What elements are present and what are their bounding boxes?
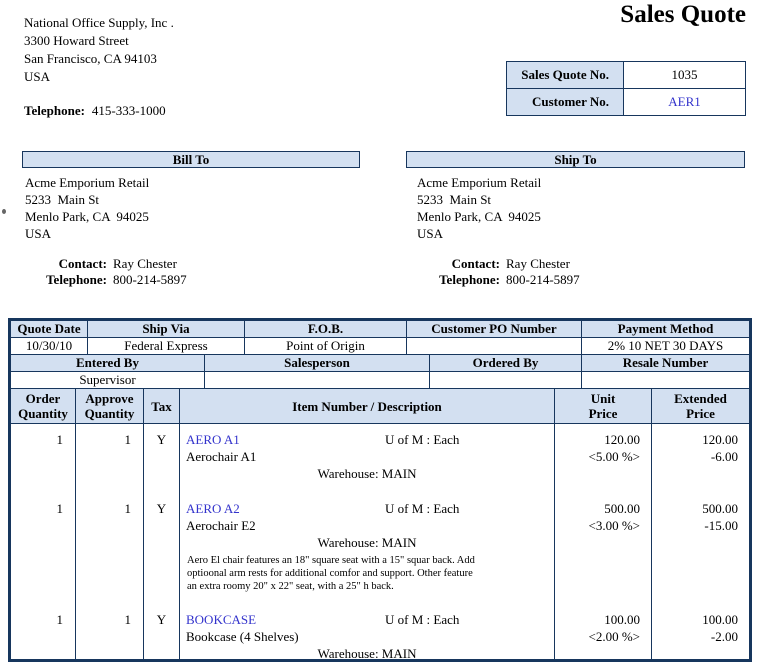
ship-to-country: USA	[417, 226, 444, 241]
item-uom: U of M : Each	[385, 432, 460, 447]
company-phone-line	[24, 102, 174, 120]
ship-to-name: Acme Emporium Retail	[417, 175, 542, 190]
item-approve-qty: 1	[76, 604, 144, 659]
item-long-description: Aero El chair features an 18" square seat with a 15" squar back. Add optioonal arm rests for additional comfor and support. Other feature an extra roomy 20" x 22" seat, with a 25" h back.	[187, 555, 475, 592]
quote-details-table	[8, 318, 752, 662]
item-approve-qty: 1	[76, 424, 144, 493]
item-unit-price: 120.00	[604, 432, 640, 447]
company-phone-value: 415-333-1000	[91, 103, 166, 118]
company-phone-label: Telephone:	[24, 103, 85, 118]
approve-qty-header-line2: Quantity	[84, 406, 135, 421]
salesperson-header: Salesperson	[205, 355, 430, 372]
extended-price-header-line2: Price	[686, 406, 715, 421]
payment-method-value: 2% 10 NET 30 DAYS	[582, 338, 749, 355]
item-unit-price: 100.00	[604, 612, 640, 627]
item-description: Aerochair E2	[186, 518, 256, 533]
item-description-column-header	[180, 389, 555, 423]
item-extended-price: 100.00	[702, 612, 738, 627]
customer-no-label: Customer No.	[507, 89, 624, 116]
item-order-qty: 1	[11, 493, 76, 604]
item-order-qty: 1	[11, 604, 76, 659]
ship-to-contact-block	[406, 256, 745, 288]
bill-to-contact-name: Ray Chester	[113, 256, 177, 271]
customer-no-link[interactable]: AER1	[624, 89, 746, 116]
resale-number-header: Resale Number	[582, 355, 749, 372]
bill-to-country: USA	[25, 226, 52, 241]
scan-artifact-dot	[2, 209, 6, 214]
extended-price-header-line1: Extended	[674, 391, 727, 406]
item-extended-discount: -2.00	[710, 629, 738, 644]
item-uom: U of M : Each	[385, 501, 460, 516]
bill-to-phone-label: Telephone:	[46, 272, 107, 287]
item-approve-qty: 1	[76, 493, 144, 604]
ship-to-address	[406, 174, 745, 242]
fob-value: Point of Origin	[245, 338, 407, 355]
ship-via-value: Federal Express	[88, 338, 245, 355]
sales-quote-no-value: 1035	[624, 62, 746, 89]
bill-to-name: Acme Emporium Retail	[25, 175, 150, 190]
unit-price-column-header	[555, 389, 652, 423]
page-title: Sales Quote	[620, 1, 746, 28]
quote-info-table	[506, 61, 746, 116]
item-number-link[interactable]: BOOKCASE	[186, 612, 257, 627]
customer-no-row	[507, 89, 746, 116]
item-warehouse: Warehouse: MAIN	[317, 535, 417, 550]
ship-to-city: Menlo Park, CA 94025	[417, 209, 541, 224]
order-qty-header-line1: Order	[25, 391, 61, 406]
ship-to-section	[406, 151, 745, 288]
bill-to-section	[22, 151, 360, 288]
ship-to-street: 5233 Main St	[417, 192, 492, 207]
ordered-by-header: Ordered By	[430, 355, 582, 372]
entered-by-value: Supervisor	[11, 372, 205, 389]
ship-to-phone-label: Telephone:	[439, 272, 500, 287]
entered-by-header: Entered By	[11, 355, 205, 372]
items-body	[11, 424, 749, 659]
item-unit-price: 500.00	[604, 501, 640, 516]
item-tax-flag: Y	[144, 604, 180, 659]
item-order-qty: 1	[11, 424, 76, 493]
ship-to-phone-value: 800-214-5897	[506, 272, 580, 287]
item-description-cell	[180, 424, 555, 493]
item-row	[11, 493, 749, 604]
order-qty-header-line2: Quantity	[18, 406, 68, 421]
bill-to-contact-label: Contact:	[58, 256, 107, 271]
item-description-cell	[180, 604, 555, 659]
item-description-cell	[180, 493, 555, 604]
ship-to-contact-name: Ray Chester	[506, 256, 570, 271]
item-row	[11, 424, 749, 493]
item-extended-price-cell	[652, 493, 749, 604]
ship-to-contact-label: Contact:	[451, 256, 500, 271]
items-header-row	[11, 389, 749, 424]
salesperson-value	[205, 372, 430, 389]
item-number-link[interactable]: AERO A2	[186, 501, 240, 516]
item-unit-discount: <3.00 %>	[588, 518, 640, 533]
approve-qty-column-header	[76, 389, 144, 423]
item-uom: U of M : Each	[385, 612, 460, 627]
unit-price-header-line1: Unit	[590, 391, 616, 406]
item-tax-flag: Y	[144, 493, 180, 604]
fob-header: F.O.B.	[245, 321, 407, 338]
item-number-link[interactable]: AERO A1	[186, 432, 240, 447]
company-city: San Francisco, CA 94103	[24, 51, 157, 66]
quote-no-row	[507, 62, 746, 89]
bill-to-address	[22, 174, 360, 242]
company-street: 3300 Howard Street	[24, 33, 129, 48]
customer-po-value	[407, 338, 582, 355]
tax-header-line1: Tax	[151, 398, 172, 414]
item-warehouse: Warehouse: MAIN	[317, 646, 417, 659]
company-address-block	[24, 14, 174, 120]
extended-price-column-header	[652, 389, 749, 423]
order-qty-column-header	[11, 389, 76, 423]
item-unit-discount: <2.00 %>	[588, 629, 640, 644]
quote-date-header: Quote Date	[11, 321, 88, 338]
item-unit-price-cell	[555, 604, 652, 659]
item-extended-price-cell	[652, 424, 749, 493]
ordered-by-value	[430, 372, 582, 389]
company-name: National Office Supply, Inc .	[24, 15, 174, 30]
order-info-grid-2	[11, 355, 749, 389]
item-unit-price-cell	[555, 424, 652, 493]
customer-po-header: Customer PO Number	[407, 321, 582, 338]
item-extended-price-cell	[652, 604, 749, 659]
item-extended-discount: -15.00	[704, 518, 738, 533]
ship-to-header: Ship To	[406, 151, 745, 168]
item-unit-discount: <5.00 %>	[588, 449, 640, 464]
bill-to-city: Menlo Park, CA 94025	[25, 209, 149, 224]
item-unit-price-cell	[555, 493, 652, 604]
ship-via-header: Ship Via	[88, 321, 245, 338]
item-warehouse: Warehouse: MAIN	[317, 466, 417, 481]
item-description: Bookcase (4 Shelves)	[186, 629, 299, 644]
item-extended-discount: -6.00	[710, 449, 738, 464]
item-description-header-line1: Item Number / Description	[292, 398, 442, 414]
item-tax-flag: Y	[144, 424, 180, 493]
approve-qty-header-line1: Approve	[85, 391, 134, 406]
item-row	[11, 604, 749, 659]
order-info-grid-1	[11, 321, 749, 355]
sales-quote-no-label: Sales Quote No.	[507, 62, 624, 89]
unit-price-header-line2: Price	[588, 406, 618, 421]
company-country: USA	[24, 69, 51, 84]
item-description: Aerochair A1	[186, 449, 257, 464]
resale-number-value	[582, 372, 749, 389]
bill-to-header: Bill To	[22, 151, 360, 168]
bill-to-phone-value: 800-214-5897	[113, 272, 187, 287]
bill-to-street: 5233 Main St	[25, 192, 100, 207]
payment-method-header: Payment Method	[582, 321, 749, 338]
item-extended-price: 500.00	[702, 501, 738, 516]
tax-column-header	[144, 389, 180, 423]
bill-to-contact-block	[22, 256, 360, 288]
item-extended-price: 120.00	[702, 432, 738, 447]
quote-date-value: 10/30/10	[11, 338, 88, 355]
